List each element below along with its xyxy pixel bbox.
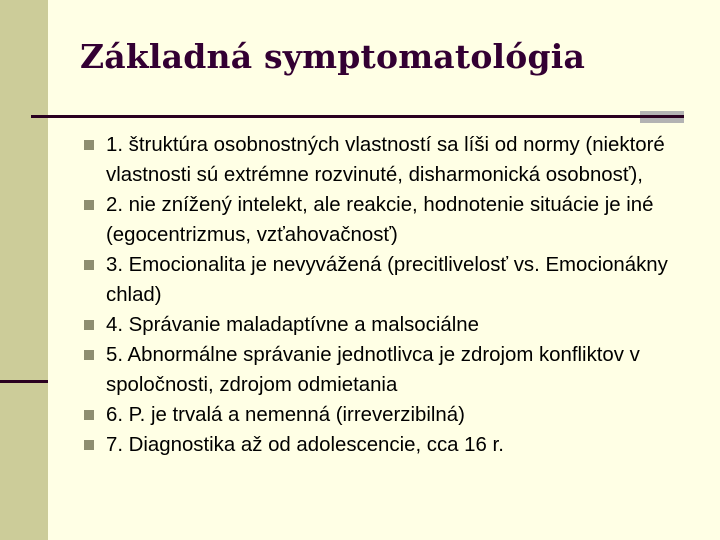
square-bullet-icon [84,200,94,210]
bullet-item-7 [82,430,692,460]
bullet-text-2: 2. nie znížený intelekt, ale reakcie, hodnotenie situácie je iné (egocentrizmus, vzťahovačnosť) [106,194,654,246]
bullet-item-1 [82,130,692,190]
square-bullet-icon [84,140,94,150]
side-band-divider [0,380,48,383]
square-bullet-icon [84,440,94,450]
square-bullet-icon [84,350,94,360]
bullet-text-3: 3. Emocionalita je nevyvážená (precitlivelosť vs. Emocionákny chlad) [106,254,668,306]
bullet-list [82,130,692,460]
slide-title: Základná symptomatológia [80,37,586,76]
bullet-text-5: 5. Abnormálne správanie jednotlivca je zdrojom konfliktov v spoločnosti, zdrojom odmietania [106,344,640,396]
title-divider [31,115,684,118]
square-bullet-icon [84,260,94,270]
bullet-text-6: 6. P. je trvalá a nemenná (irreverzibilná) [106,404,465,426]
bullet-item-3 [82,250,692,310]
bullet-text-7: 7. Diagnostika až od adolescencie, cca 16 r. [106,434,504,456]
bullet-text-1: 1. štruktúra osobnostných vlastností sa líši od normy (niektoré vlastnosti sú extrémne rozvinuté, disharmonická osobnosť), [106,134,665,186]
square-bullet-icon [84,410,94,420]
bullet-item-4 [82,310,692,340]
square-bullet-icon [84,320,94,330]
decorative-side-band [0,0,48,540]
bullet-item-5 [82,340,692,400]
bullet-item-2 [82,190,692,250]
bullet-item-6 [82,400,692,430]
bullet-text-4: 4. Správanie maladaptívne a malsociálne [106,314,479,336]
